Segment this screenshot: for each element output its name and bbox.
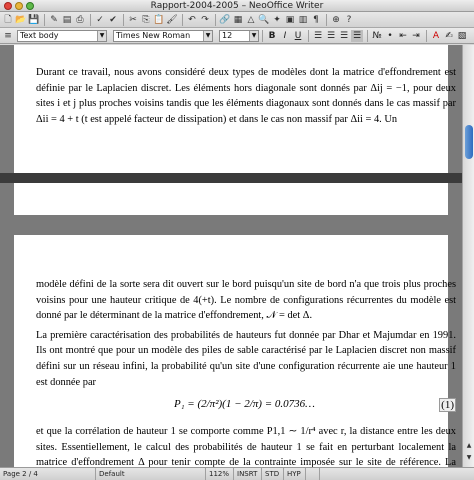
hyperlink-icon[interactable]: 🔗 bbox=[219, 14, 231, 25]
toolbar-separator bbox=[262, 30, 263, 42]
font-name-value: Times New Roman bbox=[116, 30, 191, 40]
zoom-icon[interactable]: ⊕ bbox=[332, 14, 340, 25]
font-size-select[interactable] bbox=[219, 30, 259, 42]
paragraph[interactable]: Durant ce travail, nous avons considéré deux types de modèles dont la matrice d'effondrement est définie par le Laplacien discret. Les éléments hors diagonale sont donnés par Δij = −1, pour deux sites i et j plus proches voisins tandis que les éléments diagonaux sont donnés dans le cas massif par Δii = 4 + t (t est appelé facteur de dissipation) et dans le cas non massif par Δii = 4. Un bbox=[36, 67, 456, 125]
formula-object[interactable]: P₁ = (2/π²)(1 − 2/π) = 0.0736… bbox=[174, 398, 315, 411]
bullets-icon[interactable]: • bbox=[387, 30, 393, 41]
autospellcheck-icon[interactable]: ✔ bbox=[109, 14, 117, 25]
paragraph-style-value: Text body bbox=[20, 30, 59, 40]
scroll-down-icon[interactable]: ▼ bbox=[466, 454, 472, 461]
toolbar-separator bbox=[426, 30, 427, 42]
status-bar bbox=[0, 467, 474, 480]
align-center-icon[interactable]: ☰ bbox=[326, 30, 336, 41]
font-size-value: 12 bbox=[222, 30, 233, 40]
background-color-icon[interactable]: ▧ bbox=[457, 30, 467, 41]
paste-icon[interactable]: 📋 bbox=[153, 14, 165, 25]
navigator-icon[interactable]: ✦ bbox=[273, 14, 281, 25]
redo-icon[interactable]: ↷ bbox=[201, 14, 209, 25]
title-bar bbox=[0, 0, 474, 12]
page-2[interactable] bbox=[14, 235, 456, 467]
font-name-select[interactable] bbox=[113, 30, 213, 42]
find-replace-icon[interactable]: 🔍 bbox=[258, 14, 270, 25]
vertical-scrollbar[interactable] bbox=[462, 45, 474, 467]
chevron-down-icon[interactable]: ▼ bbox=[203, 31, 212, 41]
nonprinting-characters-icon[interactable]: ¶ bbox=[313, 14, 319, 25]
paragraph[interactable]: La première caractérisation des probabilités de hauteurs fut donnée par Dhar et Majumdar en 1991. Ils ont montré que pour un modèle des piles de sable caractérisé par le Laplacien discret non massif défini sur un réseau infini, la probabilité qu'un site d'une configuration récurrente aie une hauteur 1 est donnée par bbox=[36, 329, 456, 388]
equation-number: (1) bbox=[441, 399, 454, 412]
paragraph[interactable]: modèle défini de la sorte sera dit ouvert sur le bord puisqu'un site de bord n'a que trois plus proches voisins pour une hauteur critique de 4(+t). Le nombre de configurations récurrentes du modèle est donné par le déterminant de la matrice d'effondrement, 𝒩 = det Δ. bbox=[36, 279, 456, 322]
underline-icon[interactable]: U bbox=[294, 30, 302, 41]
table-icon[interactable]: ▦ bbox=[233, 14, 243, 25]
page-1[interactable] bbox=[14, 45, 456, 215]
page-gap bbox=[0, 173, 462, 183]
align-left-icon[interactable]: ☰ bbox=[313, 30, 323, 41]
format-paintbrush-icon[interactable]: 🖌 bbox=[166, 14, 178, 25]
toolbar-separator bbox=[215, 14, 216, 26]
save-icon[interactable]: 💾 bbox=[28, 14, 40, 25]
toolbar-separator bbox=[367, 30, 368, 42]
page-style-indicator[interactable]: Default bbox=[96, 468, 206, 480]
bold-icon[interactable]: B bbox=[268, 30, 276, 41]
standard-toolbar bbox=[0, 12, 474, 28]
decrease-indent-icon[interactable]: ⇤ bbox=[399, 30, 407, 41]
chevron-down-icon[interactable]: ▼ bbox=[97, 31, 106, 41]
font-color-icon[interactable]: A bbox=[432, 30, 440, 41]
undo-icon[interactable]: ↶ bbox=[188, 14, 196, 25]
formatting-toolbar bbox=[0, 28, 474, 44]
increase-indent-icon[interactable]: ⇥ bbox=[412, 30, 420, 41]
scroll-up-icon[interactable]: ▲ bbox=[466, 442, 472, 449]
chevron-down-icon[interactable]: ▼ bbox=[249, 31, 258, 41]
page-indicator[interactable]: Page 2 / 4 bbox=[0, 468, 96, 480]
align-right-icon[interactable]: ☰ bbox=[339, 30, 349, 41]
export-pdf-icon[interactable]: ▤ bbox=[62, 14, 72, 25]
window-title: Rapport-2004-2005 – NeoOffice Writer bbox=[150, 1, 324, 11]
toolbar-separator bbox=[90, 14, 91, 26]
cut-icon[interactable]: ✂ bbox=[129, 14, 137, 25]
hyperlink-mode-indicator[interactable]: HYP bbox=[284, 468, 306, 480]
insert-mode-indicator[interactable]: INSRT bbox=[234, 468, 262, 480]
print-icon[interactable]: ⎙ bbox=[76, 14, 84, 25]
justify-icon[interactable]: ☰ bbox=[352, 30, 362, 41]
italic-icon[interactable]: I bbox=[283, 30, 287, 41]
document-area[interactable] bbox=[0, 45, 462, 467]
spellcheck-icon[interactable]: ✓ bbox=[96, 14, 104, 25]
toolbar-separator bbox=[326, 14, 327, 26]
toolbar-separator bbox=[182, 14, 183, 26]
equation-row bbox=[36, 394, 456, 420]
scrollbar-thumb[interactable] bbox=[465, 125, 473, 159]
toolbar-separator bbox=[123, 14, 124, 26]
copy-icon[interactable]: ⎘ bbox=[142, 14, 150, 25]
edit-file-icon[interactable]: ✎ bbox=[50, 14, 58, 25]
toolbar-separator bbox=[308, 30, 309, 42]
data-sources-icon[interactable]: ▥ bbox=[298, 14, 308, 25]
toolbar-separator bbox=[44, 14, 45, 26]
paragraph-style-select[interactable] bbox=[17, 30, 107, 42]
zoom-indicator[interactable]: 112% bbox=[206, 468, 234, 480]
styles-formatting-icon[interactable]: ≡ bbox=[4, 30, 12, 41]
paragraph[interactable]: et que la corrélation de hauteur 1 se comporte comme P1,1 ∼ 1/r⁴ avec r, la distance entre les deux sites. Essentiellement, le calcul des probabilités de hauteur 1 se fait en perturbant localement la matrice d'effondrement Δ pour tenir compte de la contrainte imposée sur le site de référence. La bbox=[36, 426, 456, 467]
highlighting-icon[interactable]: ✍ bbox=[445, 30, 453, 41]
show-draw-functions-icon[interactable]: △ bbox=[247, 14, 255, 25]
selection-mode-indicator[interactable]: STD bbox=[262, 468, 284, 480]
numbering-icon[interactable]: № bbox=[372, 30, 382, 41]
new-document-icon[interactable]: 🗋 bbox=[4, 14, 12, 25]
help-icon[interactable]: ? bbox=[346, 14, 352, 25]
gallery-icon[interactable]: ▣ bbox=[285, 14, 295, 25]
open-folder-icon[interactable]: 📂 bbox=[15, 14, 27, 25]
document-modified-icon bbox=[306, 468, 320, 480]
